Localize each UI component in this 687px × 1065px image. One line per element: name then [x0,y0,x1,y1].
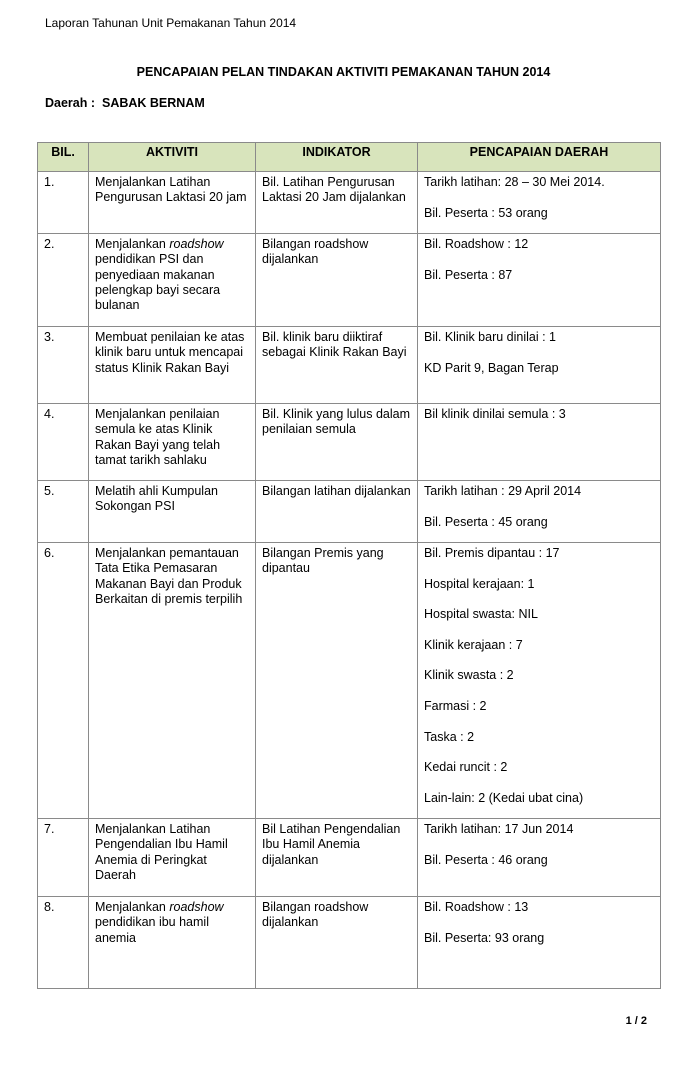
activity-cell: Menjalankan pemantauan Tata Etika Pemasaran Makanan Bayi dan Produk Berkaitan di premis terpilih [89,543,256,819]
achievement-line: Bil. Peserta : 53 orang [424,205,548,220]
row-number: 1. [38,172,89,234]
achievement-line: Tarikh latihan: 28 – 30 Mei 2014. [424,175,605,189]
achievement-cell [418,543,661,819]
achievement-cell [418,481,661,543]
document-title: PENCAPAIAN PELAN TINDAKAN AKTIVITI PEMAKANAN TAHUN 2014 [136,65,551,79]
row-number: 3. [38,327,89,404]
achievement-cell [418,897,661,989]
achievement-line: Bil. Peserta : 45 orang [424,514,548,529]
achievement-line: Farmasi : 2 [424,698,487,713]
achievement-cell [418,172,661,234]
row-number: 8. [38,897,89,989]
activity-cell [89,897,256,989]
achievement-line: Bil. Peserta : 87 [424,267,513,282]
header-pencapaian: PENCAPAIAN DAERAH [418,143,661,172]
page-header: Laporan Tahunan Unit Pemakanan Tahun 2014 [45,16,297,30]
achievement-line: Tarikh latihan : 29 April 2014 [424,484,582,498]
activity-cell: Melatih ahli Kumpulan Sokongan PSI [89,481,256,543]
indicator-cell: Bil Latihan Pengendalian Ibu Hamil Anemia dijalankan [256,819,418,897]
header-indikator: INDIKATOR [256,143,418,172]
achievement-line: Klinik swasta : 2 [424,668,514,683]
achievement-line: Kedai runcit : 2 [424,760,508,775]
activity-cell [89,234,256,327]
table-row [38,404,661,481]
achievement-cell [418,234,661,327]
achievement-line: Hospital kerajaan: 1 [424,576,535,591]
row-number: 4. [38,404,89,481]
indicator-cell: Bilangan roadshow dijalankan [256,897,418,989]
district-value: SABAK BERNAM [101,96,205,110]
table-row [38,897,661,989]
table-row [38,172,661,234]
achievement-line: Bil. Peserta : 46 orang [424,852,548,867]
achievement-cell [418,819,661,897]
page-number: 1 / 2 [625,1015,647,1027]
activity-emphasis: roadshow [169,900,224,914]
table-row [38,819,661,897]
activity-emphasis: roadshow [169,237,224,251]
indicator-cell: Bil. klinik baru diiktiraf sebagai Klinik Rakan Bayi [256,327,418,404]
activity-text: pendidikan PSI dan penyediaan makanan pelengkap bayi secara bulanan [95,252,221,313]
activity-text: Menjalankan [95,237,170,251]
table-row [38,234,661,327]
table-row [38,327,661,404]
table-row [38,481,661,543]
achievement-cell [418,327,661,404]
activity-cell: Menjalankan Latihan Pengendalian Ibu Hamil Anemia di Peringkat Daerah [89,819,256,897]
table-header-row [38,143,661,172]
achievement-line: Bil klinik dinilai semula : 3 [424,407,566,421]
achievement-line: Bil. Premis dipantau : 17 [424,546,560,560]
activity-text: Menjalankan [95,900,170,914]
achievement-cell [418,404,661,481]
indicator-cell: Bilangan roadshow dijalankan [256,234,418,327]
achievement-table [37,142,661,989]
achievement-line: Hospital swasta: NIL [424,607,538,622]
indicator-cell: Bilangan latihan dijalankan [256,481,418,543]
table-row [38,543,661,819]
activity-cell: Menjalankan penilaian semula ke atas Klinik Rakan Bayi yang telah tamat tarikh sahlaku [89,404,256,481]
achievement-line: KD Parit 9, Bagan Terap [424,360,559,375]
row-number: 5. [38,481,89,543]
header-aktiviti: AKTIVITI [89,143,256,172]
row-number: 2. [38,234,89,327]
activity-text: pendidikan ibu hamil anemia [95,915,209,945]
activity-cell: Menjalankan Latihan Pengurusan Laktasi 20 jam [89,172,256,234]
activity-cell: Membuat penilaian ke atas klinik baru untuk mencapai status Klinik Rakan Bayi [89,327,256,404]
indicator-cell: Bilangan Premis yang dipantau [256,543,418,819]
indicator-cell: Bil. Latihan Pengurusan Laktasi 20 Jam dijalankan [256,172,418,234]
achievement-line: Bil. Roadshow : 13 [424,900,529,914]
achievement-line: Tarikh latihan: 17 Jun 2014 [424,822,574,836]
achievement-line: Klinik kerajaan : 7 [424,637,523,652]
achievement-line: Bil. Roadshow : 12 [424,237,529,251]
row-number: 7. [38,819,89,897]
achievement-line: Bil. Klinik baru dinilai : 1 [424,330,557,344]
achievement-line: Lain-lain: 2 (Kedai ubat cina) [424,790,584,805]
district-label: Daerah : [45,96,96,110]
indicator-cell: Bil. Klinik yang lulus dalam penilaian semula [256,404,418,481]
district-line [45,96,205,110]
row-number: 6. [38,543,89,819]
achievement-line: Bil. Peserta: 93 orang [424,930,545,945]
header-bil: BIL. [38,143,89,172]
achievement-line: Taska : 2 [424,729,475,744]
